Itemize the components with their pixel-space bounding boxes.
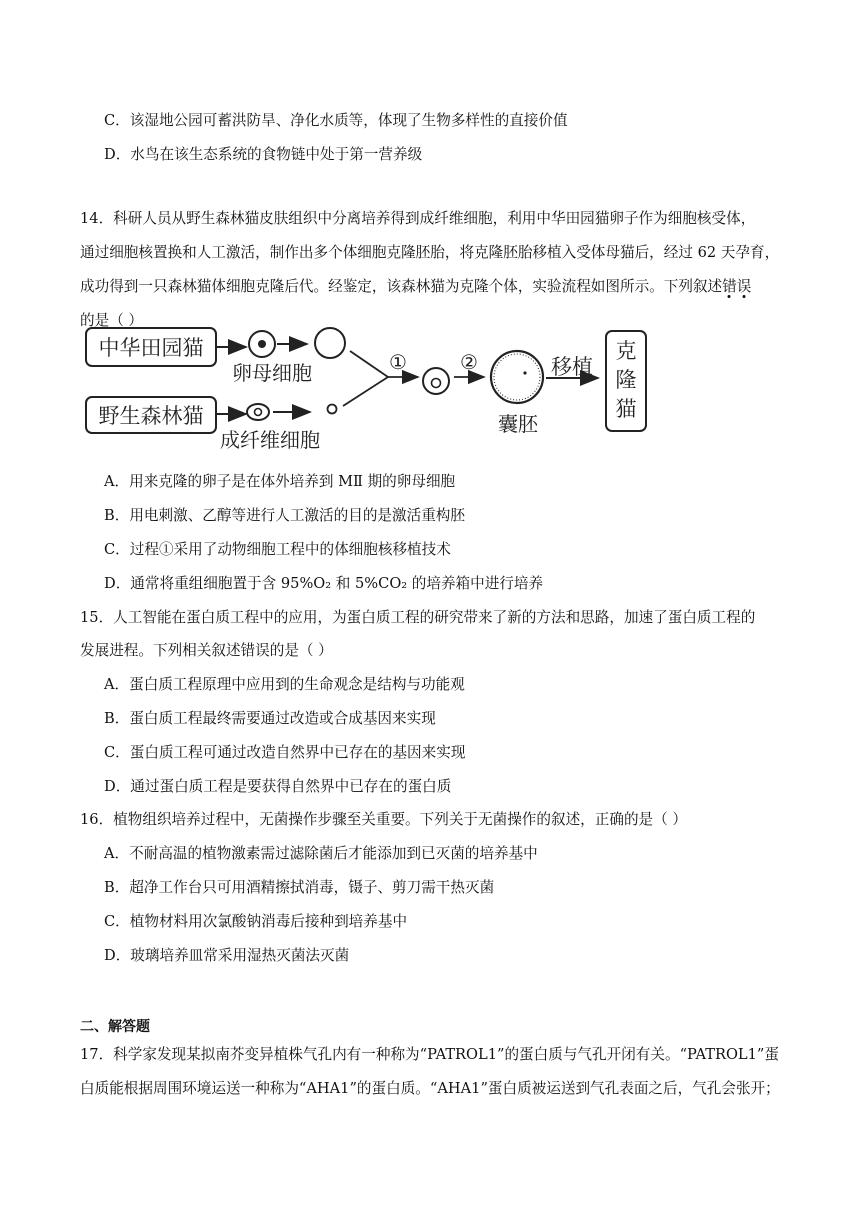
transfer-label: 移植 xyxy=(551,355,593,379)
blastocyst-cell-mass xyxy=(523,371,526,374)
domestic-cat-label: 中华田园猫 xyxy=(98,336,204,360)
q16-option-d: D．玻璃培养皿常采用湿热灭菌法灭菌 xyxy=(104,947,350,964)
q17-stem-line2: 白质能根据周围环境运送一种称为“AHA1”的蛋白质。“AHA1”蛋白质被运送到气孔表面之后，气孔会张开； xyxy=(80,1080,780,1097)
q14-option-d: D．通常将重组细胞置于含 95%O₂ 和 5%CO₂ 的培养箱中进行培养 xyxy=(104,575,544,592)
cloning-flow-diagram xyxy=(80,313,660,463)
clone-label-3: 猫 xyxy=(615,397,637,421)
fibroblast-label: 成纤维细胞 xyxy=(220,428,320,452)
q14-stem-line3 xyxy=(80,277,751,297)
q15-option-b: B．蛋白质工程最终需要通过改造或合成基因来实现 xyxy=(104,710,436,727)
q13-option-d: D．水鸟在该生态系统的食物链中处于第一营养级 xyxy=(104,146,423,163)
wild-cat-box xyxy=(86,397,216,433)
clone-label-1: 克 xyxy=(615,339,637,363)
q14-stem-line1: 14．科研人员从野生森林猫皮肤组织中分离培养得到成纤维细胞，利用中华田园猫卵子作为细胞核受体， xyxy=(80,210,756,227)
q14-option-a: A．用来克隆的卵子是在体外培养到 MⅡ 期的卵母细胞 xyxy=(104,473,456,490)
blastocyst-inner xyxy=(494,354,540,400)
q14-stem-line4: 的是（ ） xyxy=(80,312,144,329)
step-2-label: ② xyxy=(460,350,478,374)
blastocyst xyxy=(491,351,543,403)
reconstructed-nucleus xyxy=(432,379,441,388)
q15-stem-line1: 15．人工智能在蛋白质工程中的应用，为蛋白质工程的研究带来了新的方法和思路，加速了蛋白质工程的 xyxy=(80,609,756,626)
reconstructed-cell xyxy=(423,368,449,394)
fibroblast-nucleus xyxy=(255,409,262,416)
q14-option-c: C．过程①采用了动物细胞工程中的体细胞核移植技术 xyxy=(104,541,451,558)
q16-stem: 16．植物组织培养过程中，无菌操作步骤至关重要。下列关于无菌操作的叙述，正确的是（ ） xyxy=(80,811,687,828)
q16-option-b: B．超净工作台只可用酒精擦拭消毒，镊子、剪刀需干热灭菌 xyxy=(104,879,495,896)
clone-cat-box xyxy=(606,331,646,431)
q17-stem-line1: 17．科学家发现某拟南芥变异植株气孔内有一种称为“PATROL1”的蛋白质与气孔开闭有关。“PATROL1”蛋 xyxy=(80,1046,779,1063)
q14-emphasis-char-2: 误 xyxy=(736,278,752,295)
clone-label-2: 隆 xyxy=(615,368,637,392)
q14-emphasis-char-1: 错 xyxy=(722,278,737,295)
fibroblast-cell xyxy=(247,404,269,420)
q15-option-d: D．通过蛋白质工程是要获得自然界中已存在的蛋白质 xyxy=(104,778,452,795)
q15-option-c: C．蛋白质工程可通过改造自然界中已存在的基因来实现 xyxy=(104,744,466,761)
q16-option-c: C．植物材料用次氯酸钠消毒后接种到培养基中 xyxy=(104,913,408,930)
oocyte-label: 卵母细胞 xyxy=(232,361,312,385)
donor-nucleus xyxy=(328,405,337,414)
enucleated-oocyte xyxy=(315,328,345,358)
oocyte-nucleus xyxy=(258,340,266,348)
section-heading: 二、解答题 xyxy=(80,1019,150,1035)
wild-cat-label: 野生森林猫 xyxy=(98,404,204,428)
q14-option-b: B．用电刺激、乙醇等进行人工激活的目的是激活重构胚 xyxy=(104,507,465,524)
q15-stem-line2: 发展进程。下列相关叙述错误的是（ ） xyxy=(80,642,333,659)
domestic-cat-box xyxy=(86,328,216,366)
q14-stem-line3-text: 成功得到一只森林猫体细胞克隆后代。经鉴定，该森林猫为克隆个体，实验流程如图所示。下列叙述 xyxy=(80,278,723,295)
q16-option-a: A．不耐高温的植物激素需过滤除菌后才能添加到已灭菌的培养基中 xyxy=(104,845,538,862)
merge-line-bottom xyxy=(343,377,388,406)
q14-stem-line2: 通过细胞核置换和人工激活，制作出多个体细胞克隆胚胎，将克隆胚胎移植入受体母猫后，经过 62 天孕育， xyxy=(80,244,780,261)
q13-option-c: C．该湿地公园可蓄洪防旱、净化水质等，体现了生物多样性的直接价值 xyxy=(104,112,568,129)
q15-option-a: A．蛋白质工程原理中应用到的生命观念是结构与功能观 xyxy=(104,676,465,693)
merge-line-top xyxy=(350,351,388,377)
step-1-label: ① xyxy=(389,350,407,374)
blastocyst-label: 囊胚 xyxy=(498,412,538,436)
